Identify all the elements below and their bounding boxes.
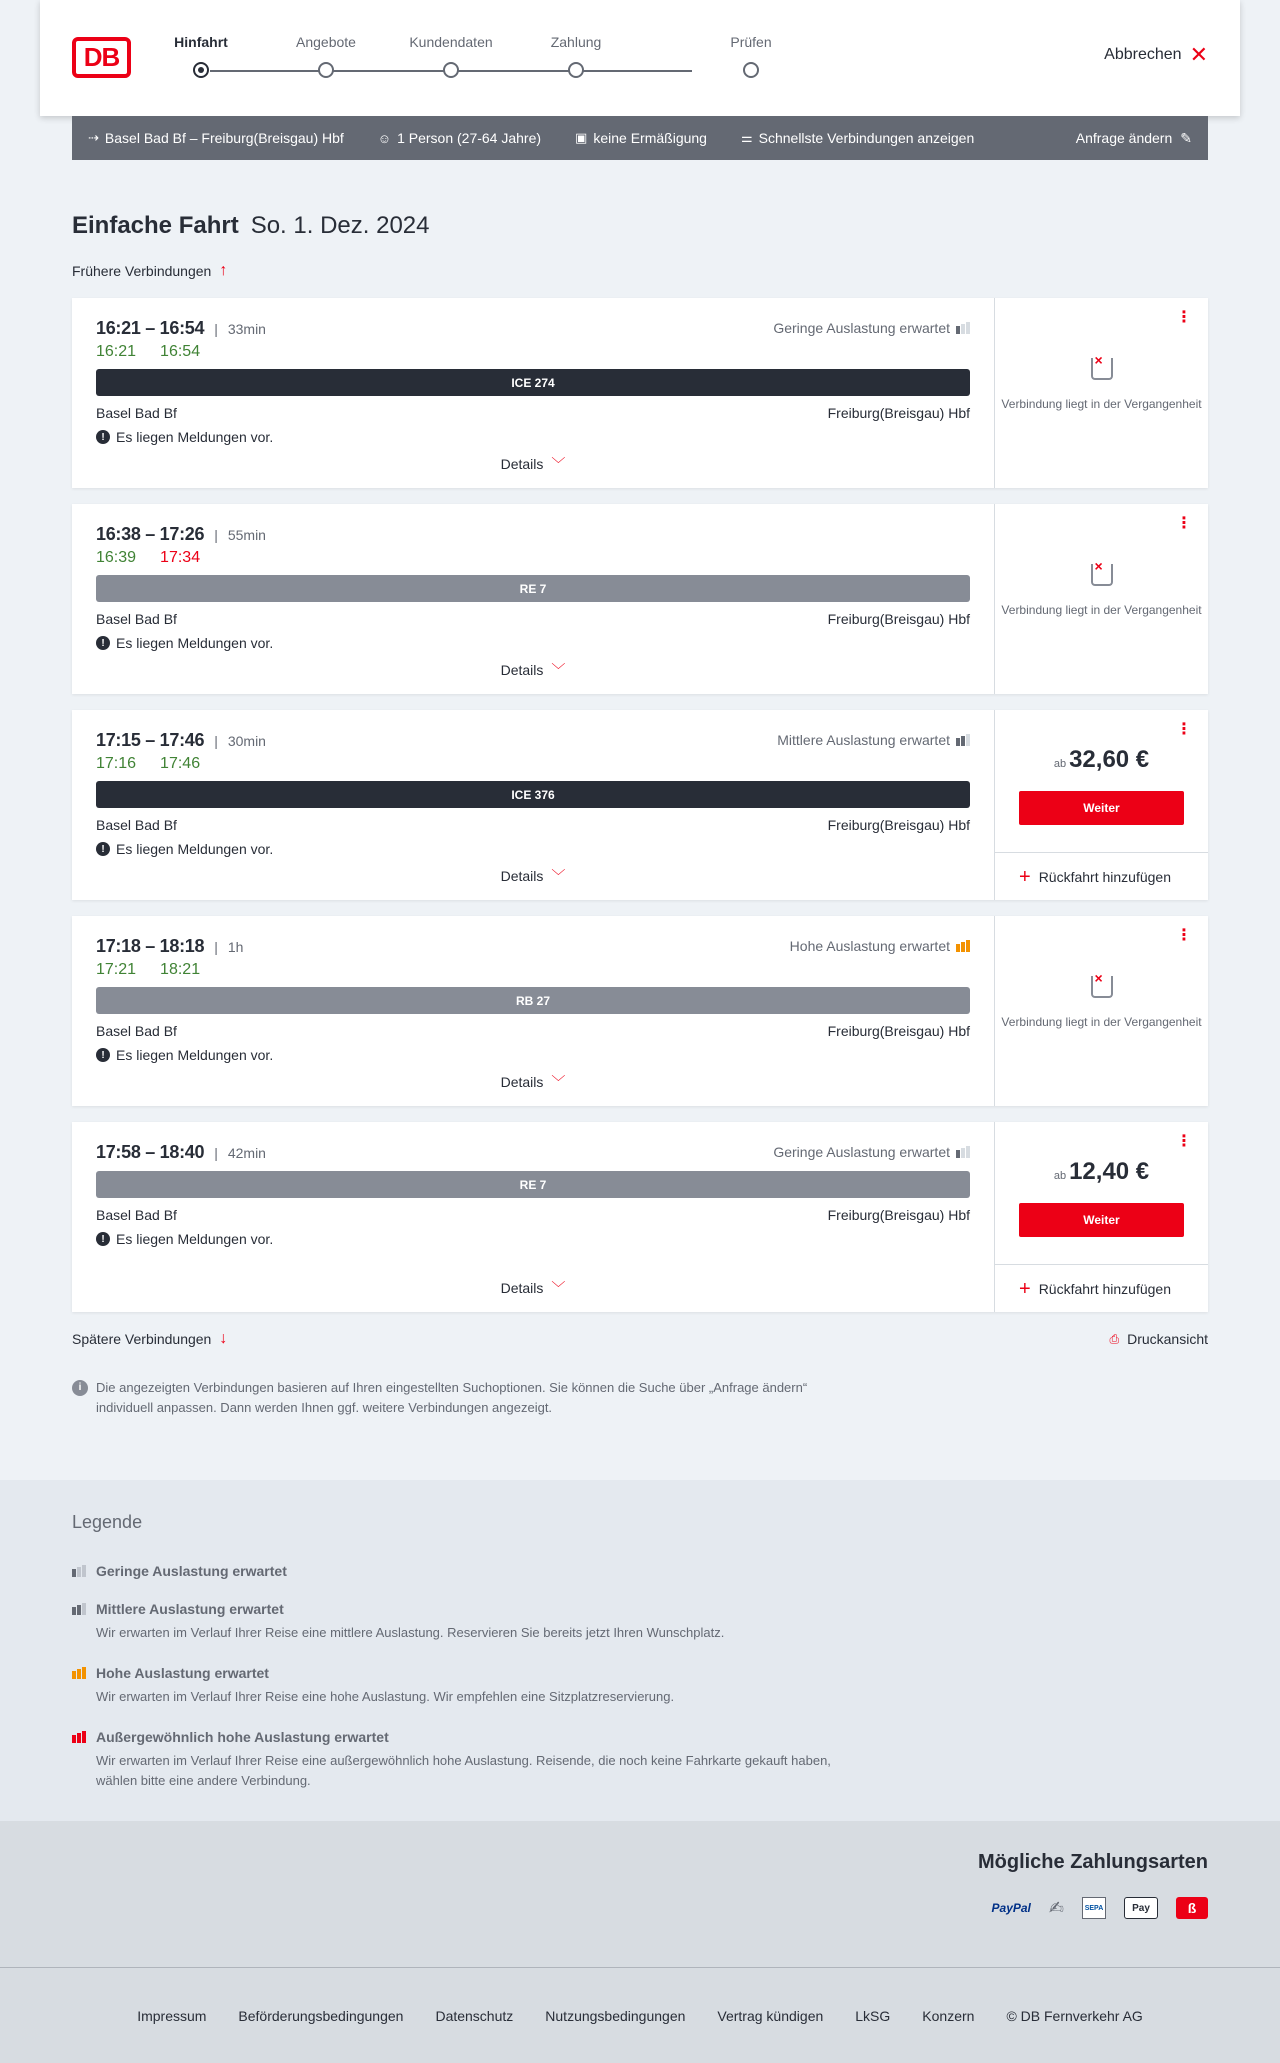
bottom-nav [72,1330,1208,1348]
realtime-departure: 16:21 [96,343,137,360]
info-text: Die angezeigten Verbindungen basieren auf Ihren eingestellten Suchoptionen. Sie können die Suche über „Anfrage ändern“ individuell anpassen. Dann werden Ihnen ggf. weitere Verbindungen angezeigt. [96,1380,808,1415]
legend-title-text: Hohe Auslastung erwartet [96,1665,269,1681]
legend-item-medium [72,1601,1208,1643]
load-icon [956,734,970,746]
notice-row [96,1231,970,1247]
footer-link-lksg[interactable]: LkSG [855,2007,891,2024]
footer-link-impressum[interactable]: Impressum [137,2007,207,2024]
separator: | [214,938,218,955]
details-label: Details [500,456,544,472]
load-icon [956,322,970,334]
departure-station: Basel Bad Bf [96,817,177,833]
realtime-arrival: 17:34 [160,549,201,566]
details-label: Details [500,662,544,678]
scheduled-times: 16:21 – 16:54 [96,318,205,338]
printer-icon: ⎙ [1109,1331,1120,1346]
departure-station: Basel Bad Bf [96,611,177,627]
arrival-station: Freiburg(Breisgau) Hbf [827,405,970,421]
print-view-link[interactable] [1109,1330,1208,1348]
legend-item-desc: Wir erwarten im Verlauf Ihrer Reise eine außergewöhnlich hohe Auslastung. Reisende, die noch keine Fahrkarte gekauft haben, wählen bitte eine andere Verbindung. [96,1753,831,1788]
chevron-down-icon: ﹀ [551,456,566,472]
step-label: Angebote [296,34,356,50]
continue-button[interactable]: Weiter [1019,1203,1184,1237]
step-label: Prüfen [730,34,772,50]
price-prefix: ab [1053,758,1067,770]
footer-link-vertrag[interactable]: Vertrag kündigen [717,2007,824,2024]
duration: 33min [227,320,266,337]
stations-row [96,817,970,833]
trip-type: Einfache Fahrt [72,212,239,239]
later-connections-link[interactable] [72,1330,227,1348]
info-icon: i [72,1380,88,1396]
load-label: Geringe Auslastung erwartet [773,320,950,336]
exclamation-icon: ! [96,842,110,856]
continue-button[interactable]: Weiter [1019,791,1184,825]
print-label: Druckansicht [1127,1331,1208,1347]
notice-text: Es liegen Meldungen vor. [116,841,274,857]
notice-row [96,429,970,445]
connection-card [72,710,1208,900]
details-toggle[interactable] [72,660,994,680]
chevron-down-icon: ﹀ [551,1074,566,1090]
legend-item-desc: Wir erwarten im Verlauf Ihrer Reise eine hohe Auslastung. Wir empfehlen eine Sitzplatzreservierung. [96,1689,675,1704]
realtime-row [96,755,970,773]
fastest-summary [741,130,974,146]
add-return-label: Rückfahrt hinzufügen [1038,1280,1171,1297]
close-icon: ✕ [1189,42,1208,67]
separator: | [214,526,218,543]
high-load-icon [72,1667,88,1679]
route-summary [88,130,344,146]
results-content [0,212,1280,1418]
add-return-button[interactable] [995,852,1208,900]
offer-panel [995,916,1208,1106]
exclamation-icon: ! [96,1232,110,1246]
footer-link-datenschutz[interactable]: Datenschutz [435,2007,514,2024]
header [40,0,1240,116]
stations-row [96,405,970,421]
notice-text: Es liegen Meldungen vor. [116,1047,274,1063]
departure-station: Basel Bad Bf [96,405,177,421]
add-return-button[interactable] [995,1264,1208,1312]
realtime-row [96,343,970,361]
high-load-icon [956,940,970,952]
low-load-icon [72,1565,88,1577]
scheduled-times: 17:15 – 17:46 [96,730,205,750]
details-toggle[interactable] [72,1278,994,1298]
legend-item-title [72,1729,1208,1745]
offer-panel [995,298,1208,488]
step-label: Kundendaten [409,34,493,50]
connection-main [72,710,995,900]
step-dot [568,62,584,78]
legend-title-text: Geringe Auslastung erwartet [96,1563,287,1579]
arrival-station: Freiburg(Breisgau) Hbf [827,1023,970,1039]
step-kundendaten [401,34,501,78]
person-icon: ☺ [377,130,392,146]
separator: | [214,320,218,337]
separator: | [214,1144,218,1161]
earlier-label: Frühere Verbindungen [72,263,212,279]
more-options-icon[interactable]: ⋮ [1176,309,1192,326]
legend-item-title [72,1601,1208,1617]
sliders-icon: ⚌ [740,130,753,145]
passenger-summary [378,130,541,146]
more-options-icon[interactable]: ⋮ [1176,515,1192,532]
stations-row [96,611,970,627]
step-label: Hinfahrt [174,34,228,50]
price-block [995,746,1208,774]
footer-link-konzern[interactable]: Konzern [922,2007,975,2024]
chevron-down-icon: ﹀ [551,662,566,678]
arrival-station: Freiburg(Breisgau) Hbf [827,611,970,627]
offer-panel [995,710,1208,900]
notice-text: Es liegen Meldungen vor. [116,1231,274,1247]
scheduled-times: 17:58 – 18:40 [96,1142,205,1162]
details-toggle[interactable] [72,866,994,886]
step-dot [743,62,759,78]
arrow-up-icon: ↑ [219,262,228,279]
more-options-icon[interactable]: ⋮ [1176,1133,1192,1150]
connection-card [72,1122,1208,1312]
scheduled-times: 17:18 – 18:18 [96,936,205,956]
arrow-right-icon: ⇢ [88,130,99,145]
price-value: 32,60 € [1069,746,1150,773]
add-return-label: Rückfahrt hinzufügen [1038,868,1171,885]
progress-stepper [174,34,772,84]
price-block [995,1158,1208,1186]
legend-item-extreme [72,1729,1208,1791]
direct-debit-icon: ✍ [1048,1897,1064,1918]
price-prefix: ab [1053,1170,1067,1182]
extreme-load-icon [72,1731,88,1743]
legend-item-high [72,1665,1208,1707]
medium-load-icon [72,1603,88,1615]
details-label: Details [500,1074,544,1090]
earlier-connections-link[interactable] [72,262,1208,280]
page-title [72,212,1208,240]
connection-list [72,298,1208,1312]
legend-item-low [72,1563,1208,1579]
schedule-row [96,524,970,545]
realtime-departure: 17:21 [96,961,137,978]
step-label: Zahlung [550,34,602,50]
db-bonus-icon: ß [1176,1897,1208,1919]
card-icon: ▣ [575,130,588,145]
arrival-station: Freiburg(Breisgau) Hbf [827,1207,970,1223]
cart-unavailable-icon [1091,976,1113,998]
details-toggle[interactable] [72,454,994,474]
realtime-departure: 16:39 [96,549,137,566]
load-label: Mittlere Auslastung erwartet [777,732,950,748]
arrow-down-icon: ↓ [219,1330,228,1347]
more-options-icon[interactable]: ⋮ [1176,927,1192,944]
payment-methods-section [0,1821,1280,1967]
past-text: Verbindung liegt in der Vergangenheit [1001,397,1202,411]
discount-label: keine Ermäßigung [593,130,707,146]
exclamation-icon: ! [96,430,110,444]
past-text: Verbindung liegt in der Vergangenheit [1001,603,1202,617]
legend-title-text: Mittlere Auslastung erwartet [96,1601,284,1617]
stations-row [96,1023,970,1039]
train-bar[interactable]: ICE 376 [96,781,970,808]
past-connection-note [995,358,1208,412]
details-toggle[interactable] [72,1072,994,1092]
realtime-arrival: 17:46 [160,755,201,772]
chevron-down-icon: ﹀ [551,868,566,884]
step-hinfahrt [151,34,251,78]
load-indicator [777,732,970,748]
cart-unavailable-icon [1091,358,1113,380]
step-dot [443,62,459,78]
footer-copyright[interactable]: © DB Fernverkehr AG [1006,2007,1143,2024]
realtime-departure: 17:16 [96,755,137,772]
legend-title-text: Außergewöhnlich hohe Auslastung erwartet [96,1729,389,1745]
stations-row [96,1207,970,1223]
connection-main [72,504,995,694]
connection-card [72,504,1208,694]
duration: 42min [227,1144,266,1161]
exclamation-icon: ! [96,636,110,650]
trip-date: So. 1. Dez. 2024 [250,212,430,239]
more-options-icon[interactable]: ⋮ [1176,721,1192,738]
duration: 1h [227,938,244,955]
load-label: Geringe Auslastung erwartet [773,1144,950,1160]
search-info-note [72,1378,852,1418]
pencil-icon: ✎ [1180,129,1192,146]
details-label: Details [500,868,544,884]
payment-icons [992,1897,1208,1919]
realtime-arrival: 16:54 [160,343,201,360]
legend-item-title [72,1563,1208,1579]
fastest-label: Schnellste Verbindungen anzeigen [758,130,975,146]
step-dot [318,62,334,78]
notice-row [96,1047,970,1063]
train-bar[interactable]: ICE 274 [96,369,970,396]
train-bar[interactable]: RE 7 [96,575,970,602]
notice-row [96,635,970,651]
realtime-row [96,549,970,567]
offer-panel [995,1122,1208,1312]
connection-main [72,1122,995,1312]
step-dot [193,62,209,78]
cart-unavailable-icon [1091,564,1113,586]
step-pruefen [701,34,801,78]
footer-link-nutzung[interactable]: Nutzungsbedingungen [545,2007,686,2024]
past-connection-note [995,976,1208,1030]
chevron-down-icon: ﹀ [551,1280,566,1296]
past-text: Verbindung liegt in der Vergangenheit [1001,1015,1202,1029]
discount-summary [575,130,707,146]
notice-text: Es liegen Meldungen vor. [116,635,274,651]
departure-station: Basel Bad Bf [96,1023,177,1039]
step-angebote [276,34,376,78]
arrival-station: Freiburg(Breisgau) Hbf [827,817,970,833]
past-connection-note [995,564,1208,618]
realtime-arrival: 18:21 [160,961,201,978]
sepa-icon: SEPA [1082,1897,1106,1919]
notice-text: Es liegen Meldungen vor. [116,429,274,445]
passenger-label: 1 Person (27-64 Jahre) [397,130,542,146]
search-summary-bar [72,116,1208,160]
price-value: 12,40 € [1069,1158,1150,1185]
load-label: Hohe Auslastung erwartet [789,938,950,954]
change-request-label: Anfrage ändern [1075,130,1173,146]
change-request-button[interactable] [1076,130,1192,147]
step-zahlung [526,34,626,78]
connection-card [72,916,1208,1106]
later-label: Spätere Verbindungen [72,1331,212,1347]
plus-icon: + [1019,1277,1031,1300]
scheduled-times: 16:38 – 17:26 [96,524,205,544]
load-indicator [790,938,970,954]
duration: 55min [227,526,266,543]
footer-link-befoerderung[interactable]: Beförderungsbedingungen [238,2007,404,2024]
notice-row [96,841,970,857]
legend-item-desc: Wir erwarten im Verlauf Ihrer Reise eine mittlere Auslastung. Reservieren Sie bereits jetzt Ihren Wunschplatz. [96,1625,725,1640]
offer-panel [995,504,1208,694]
apple-pay-icon: Pay [1124,1897,1158,1919]
departure-station: Basel Bad Bf [96,1207,177,1223]
details-label: Details [500,1280,544,1296]
header-wrap [0,0,1280,116]
separator: | [214,732,218,749]
load-indicator [773,320,970,336]
connection-main [72,298,995,488]
plus-icon: + [1019,865,1031,888]
connection-main [72,916,995,1106]
load-icon [956,1146,970,1158]
cancel-label: Abbrechen [1104,46,1182,63]
duration: 30min [227,732,266,749]
realtime-row [96,961,970,979]
exclamation-icon: ! [96,1048,110,1062]
train-bar[interactable]: RB 27 [96,987,970,1014]
legend-section [0,1480,1280,1821]
train-bar[interactable]: RE 7 [96,1171,970,1198]
db-logo[interactable]: DB [72,37,131,78]
paypal-icon: PayPal [991,1901,1031,1915]
connection-card [72,298,1208,488]
legend-title: Legende [72,1512,143,1532]
cancel-button[interactable] [1104,42,1208,67]
legend-item-title [72,1665,1208,1681]
payment-title: Mögliche Zahlungsarten [977,1851,1208,1873]
route-label: Basel Bad Bf – Freiburg(Breisgau) Hbf [104,130,344,146]
load-indicator [773,1144,970,1160]
